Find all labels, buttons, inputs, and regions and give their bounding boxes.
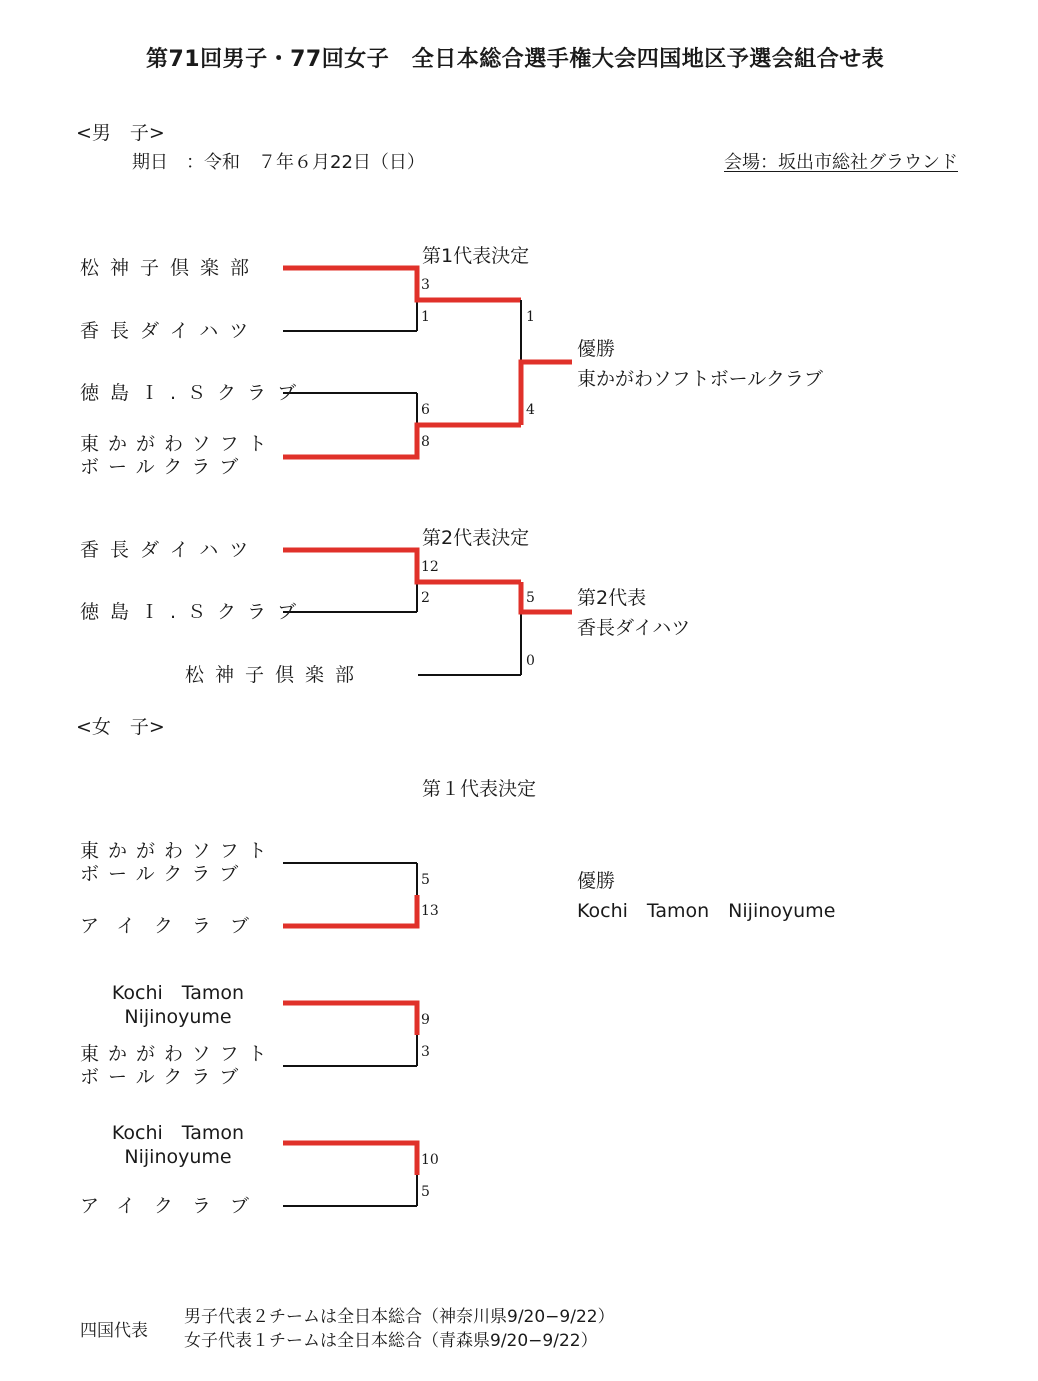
women-section-label: <女 子> [76, 716, 165, 738]
score: 1 [421, 309, 430, 325]
team-name-line: 東かがわソフト [80, 433, 276, 455]
score: 5 [421, 872, 430, 888]
winner-path [283, 425, 521, 457]
winner-path [283, 550, 521, 582]
score: 5 [526, 590, 535, 606]
team-name [80, 840, 276, 886]
score: 2 [421, 590, 430, 606]
team-name-line: ボールクラブ [80, 456, 248, 478]
score: 12 [421, 559, 439, 575]
score: 4 [526, 402, 535, 418]
team-name [80, 1043, 276, 1089]
footer-note [184, 1305, 615, 1353]
footer-line: 男子代表２チームは全日本総合（神奈川県9/20−9/22） [184, 1307, 615, 1327]
result-block [577, 866, 835, 926]
round-title: 第2代表決定 [422, 527, 530, 549]
team-name: アイクラブ [80, 915, 268, 937]
team-name: 徳島Ｉ.Ｓクラブ [80, 382, 308, 404]
footer-line: 女子代表１チームは全日本総合（青森県9/20−9/22） [184, 1331, 598, 1351]
score: 3 [421, 277, 430, 293]
winner-path [283, 1143, 417, 1175]
result-label: 優勝 [577, 870, 616, 892]
team-name-line: ボールクラブ [80, 863, 248, 885]
event-venue: 会場：坂出市総社グラウンド [724, 152, 958, 173]
team-name-line: Kochi Tamon [111, 982, 245, 1004]
result-block [577, 583, 690, 643]
team-name-line: Nijinoyume [124, 1146, 232, 1168]
team-name [78, 981, 278, 1029]
event-date: 期日 ：令和 ７年６月22日（日） [132, 152, 425, 173]
men-section-label: <男 子> [76, 122, 165, 144]
result-block [577, 334, 823, 394]
team-name: 香長ダイハツ [80, 320, 260, 342]
team-name: アイクラブ [80, 1195, 268, 1217]
score: 9 [421, 1012, 430, 1028]
round-title: 第１代表決定 [422, 778, 537, 800]
team-name-line: Kochi Tamon [111, 1122, 245, 1144]
score: 3 [421, 1044, 430, 1060]
winner-path [283, 895, 417, 926]
team-name-line: Nijinoyume [124, 1006, 232, 1028]
team-name: 松神子倶楽部 [185, 664, 366, 686]
result-team: Kochi Tamon Nijinoyume [577, 900, 836, 922]
winner-path [283, 1003, 417, 1035]
score: 10 [421, 1152, 439, 1168]
result-team: 香長ダイハツ [577, 617, 691, 639]
result-label: 優勝 [577, 338, 616, 360]
score: 0 [526, 653, 535, 669]
team-name: 香長ダイハツ [80, 539, 260, 561]
score: 5 [421, 1184, 430, 1200]
team-name [80, 433, 276, 479]
team-name [78, 1121, 278, 1169]
result-label: 第2代表 [577, 587, 647, 609]
footer-label: 四国代表 [80, 1321, 148, 1341]
page-title: 第71回男子・77回女子 全日本総合選手権大会四国地区予選会組合せ表 [146, 47, 885, 72]
result-team: 東かがわソフトボールクラブ [577, 368, 823, 390]
team-name: 松神子倶楽部 [80, 257, 261, 279]
score: 6 [421, 402, 430, 418]
round-title: 第1代表決定 [422, 245, 530, 267]
score: 8 [421, 434, 430, 450]
team-name: 徳島Ｉ.Ｓクラブ [80, 601, 308, 623]
score: 13 [421, 903, 439, 919]
winner-path [283, 268, 521, 300]
team-name-line: 東かがわソフト [80, 840, 276, 862]
team-name-line: ボールクラブ [80, 1066, 248, 1088]
score: 1 [526, 309, 535, 325]
team-name-line: 東かがわソフト [80, 1043, 276, 1065]
